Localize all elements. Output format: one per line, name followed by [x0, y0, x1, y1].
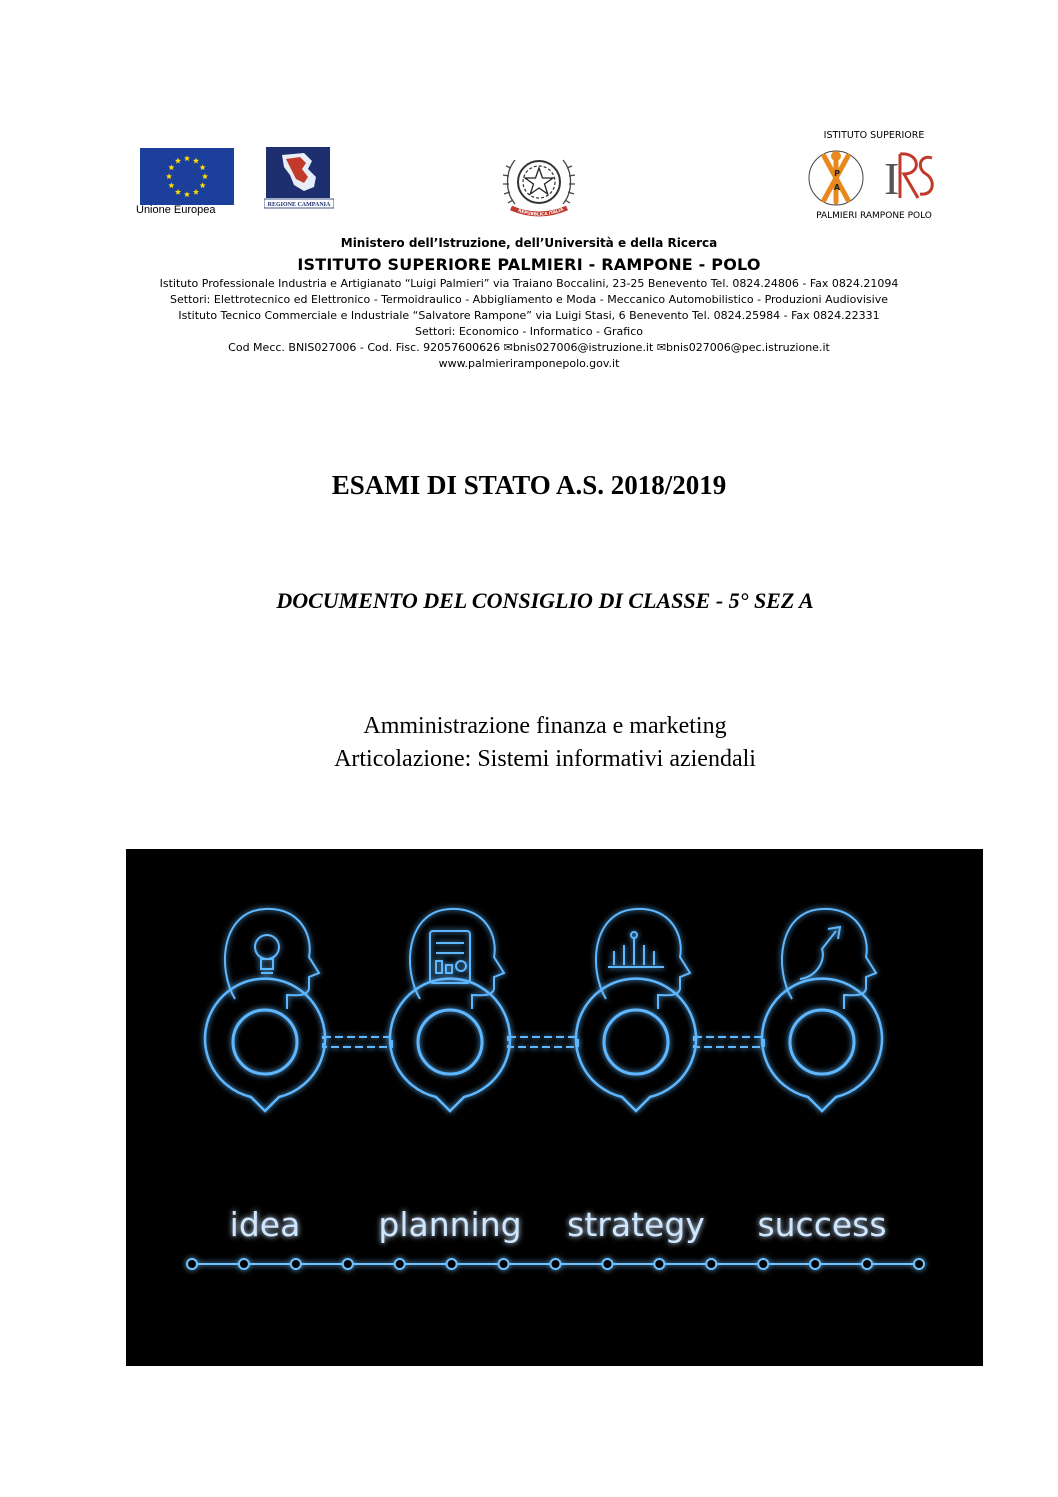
course-articulation: Articolazione: Sistemi informativi aziendali	[334, 746, 756, 772]
timeline-dot	[187, 1259, 197, 1269]
pin-outer-icon	[576, 979, 696, 1111]
logo-letter-s-icon	[920, 157, 932, 194]
eu-star-icon	[184, 155, 190, 161]
header-codes-line	[0, 340, 1058, 356]
timeline-dot	[395, 1259, 405, 1269]
logo-letter-a: A	[833, 183, 841, 192]
chart-doc-icon	[430, 931, 470, 983]
timeline-dot	[706, 1259, 716, 1269]
timeline-dot	[602, 1259, 612, 1269]
header-line-3: Istituto Tecnico Commerciale e Industriale “Salvatore Rampone” via Luigi Stasi, 6 Benevento Tel. 0824.25984 - Fax 0824.22331	[178, 309, 880, 322]
timeline-dot	[654, 1259, 664, 1269]
stage-label: planning	[378, 1205, 522, 1244]
eu-star-icon	[199, 182, 205, 188]
rising-arrow-icon	[800, 927, 840, 979]
ministry-name: Ministero dell’Istruzione, dell’Università e della Ricerca	[340, 236, 718, 250]
stage-connector	[508, 1037, 578, 1047]
website-link[interactable]: www.palmieriramponepolo.gov.it	[438, 357, 620, 370]
timeline-dot	[914, 1259, 924, 1269]
eu-star-icon	[175, 158, 181, 164]
stage-label: success	[757, 1205, 887, 1244]
eu-star-icon	[166, 173, 172, 179]
stage-idea	[205, 909, 325, 1111]
logo-letter-i: I	[884, 153, 900, 204]
pin-inner-ring-icon	[790, 1010, 854, 1074]
pin-inner-ring-icon	[604, 1010, 668, 1074]
campania-caption: REGIONE CAMPANIA	[267, 202, 331, 208]
timeline-dot	[758, 1259, 768, 1269]
institute-logo	[804, 128, 944, 224]
eu-star-icon	[175, 189, 181, 195]
document-subtitle: DOCUMENTO DEL CONSIGLIO DI CLASSE - 5° SEZ A	[276, 588, 814, 613]
stage-strategy	[576, 909, 696, 1111]
eu-star-icon	[193, 189, 199, 195]
chess-pieces-icon	[608, 932, 664, 967]
eu-caption: Unione Europea	[136, 204, 216, 216]
regione-campania-logo	[264, 147, 334, 209]
timeline-dot	[447, 1259, 457, 1269]
codes-text: Cod Mecc. BNIS027006 - Cod. Fisc. 92057600626	[228, 341, 501, 354]
header-line-1: Istituto Professionale Industria e Artigianato “Luigi Palmieri” via Traiano Boccalini, 23-25 Benevento Tel. 0824.24806 - Fax 0824.21094	[159, 277, 899, 290]
pin-outer-icon	[762, 979, 882, 1111]
course-name: Amministrazione finanza e marketing	[363, 713, 727, 739]
email-link[interactable]: bnis027006@istruzione.it	[512, 341, 654, 354]
pin-inner-ring-icon	[233, 1010, 297, 1074]
pec-link[interactable]: bnis027006@pec.istruzione.it	[666, 341, 830, 354]
pin-inner-ring-icon	[418, 1010, 482, 1074]
eu-star-icon	[202, 173, 208, 179]
stage-planning	[390, 909, 510, 1111]
logo-letter-p: P	[834, 169, 840, 178]
italian-republic-emblem	[499, 148, 579, 224]
eu-flag-logo	[140, 148, 234, 205]
header-line-4: Settori: Economico - Informatico - Grafico	[414, 325, 644, 338]
stage-label: strategy	[567, 1205, 705, 1244]
pin-outer-icon	[205, 979, 325, 1111]
mail-icon: ✉	[503, 341, 513, 354]
cover-image	[126, 849, 983, 1366]
institute-logo-top: ISTITUTO SUPERIORE	[823, 130, 925, 141]
timeline-dot	[499, 1259, 509, 1269]
timeline-dot	[862, 1259, 872, 1269]
emblem-caption: REPUBBLICA ITALIA	[517, 207, 565, 218]
eu-star-icon	[168, 164, 174, 170]
institute-logo-bottom: PALMIERI RAMPONE POLO	[816, 211, 932, 221]
timeline-dot	[239, 1259, 249, 1269]
eu-star-icon	[193, 158, 199, 164]
institute-name: ISTITUTO SUPERIORE PALMIERI - RAMPONE - POLO	[297, 255, 761, 274]
timeline-dot	[810, 1259, 820, 1269]
timeline-dot	[551, 1259, 561, 1269]
lightbulb-icon	[255, 935, 279, 973]
eu-star-icon	[199, 164, 205, 170]
stage-label: idea	[229, 1205, 301, 1244]
timeline-dot	[291, 1259, 301, 1269]
stage-connector	[323, 1037, 392, 1047]
course-block	[0, 710, 1058, 776]
eu-stars-icon	[140, 148, 234, 205]
header-line-2: Settori: Elettrotecnico ed Elettronico - Termoidraulico - Abbigliamento e Moda - Meccanico Automobilistico - Produzioni Audiovisive	[170, 293, 888, 306]
pin-outer-icon	[390, 979, 510, 1111]
mail-icon: ✉	[656, 341, 667, 354]
timeline-dot	[343, 1259, 353, 1269]
stage-success	[762, 909, 882, 1111]
stage-connector	[694, 1037, 764, 1047]
eu-star-icon	[184, 191, 190, 197]
document-title: ESAMI DI STATO A.S. 2018/2019	[331, 470, 727, 500]
eu-star-icon	[168, 182, 174, 188]
